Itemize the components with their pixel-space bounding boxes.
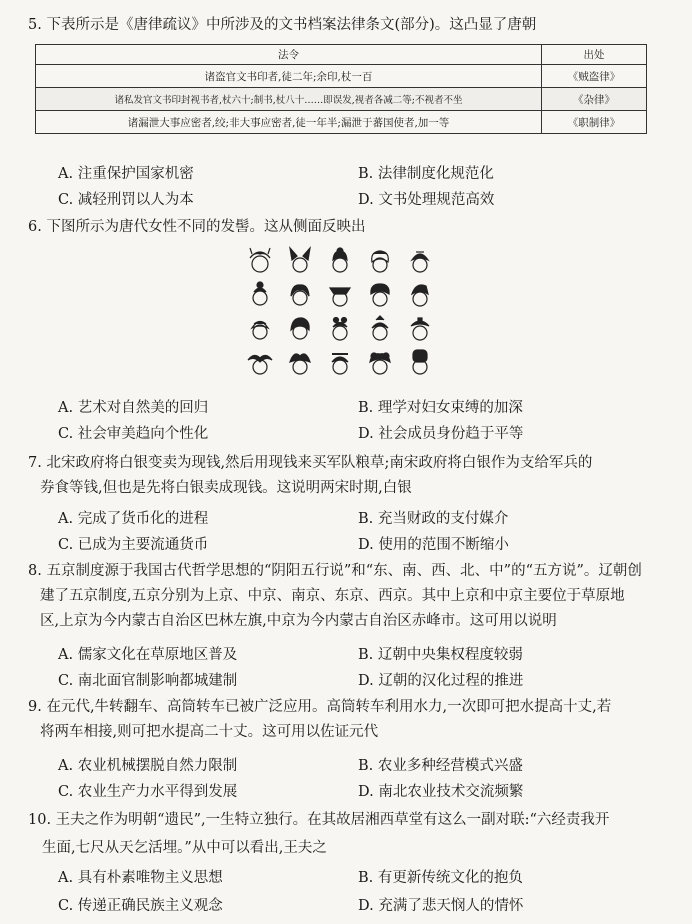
hairstyle-figure <box>252 322 268 340</box>
table-cell-source: 《贼盗律》 <box>542 65 647 88</box>
option-c[interactable]: C. 农业生产力水平得到发展 <box>58 784 238 800</box>
question-9-stem-line2: 将两车相接,则可把水提高二十丈。这可用以佐证元代 <box>40 724 379 740</box>
table-row <box>36 65 647 88</box>
hairstyle-figure <box>290 248 310 272</box>
table-header-source: 出处 <box>542 45 647 65</box>
option-c[interactable]: C. 南北面官制影响都城建制 <box>58 673 238 689</box>
hairstyle-figure <box>291 285 309 305</box>
table-cell-law: 诸盗官文书印者,徒二年;余印,杖一百 <box>36 65 542 88</box>
hairstyle-figure <box>333 318 347 341</box>
option-b[interactable]: B. 法律制度化规范化 <box>358 166 494 182</box>
question-9 <box>28 696 668 743</box>
question-10 <box>28 809 668 859</box>
question-6 <box>28 216 668 238</box>
option-d[interactable]: D. 文书处理规范高效 <box>358 192 495 208</box>
option-c[interactable]: C. 已成为主要流通货币 <box>58 537 209 553</box>
hairstyle-figure <box>330 288 350 306</box>
question-8-stem-line2: 建了五京制度,五京分别为上京、中京、南京、东京、西京。其中上京和中京主要位于草原地 <box>40 588 625 604</box>
hairstyle-figure <box>371 284 389 306</box>
option-d[interactable]: D. 充满了悲天悯人的情怀 <box>358 898 524 914</box>
table-row <box>36 88 647 111</box>
question-6-stem: 6. 下图所示为唐代女性不同的发髻。这从侧面反映出 <box>28 219 366 235</box>
option-a[interactable]: A. 儒家文化在草原地区普及 <box>58 647 238 663</box>
hairstyle-figure <box>332 354 348 374</box>
question-9-stem-line1: 9. 在元代,牛转翻车、高筒转车已被广泛应用。高筒转车利用水力,一次即可把水提高十丈,若 <box>28 699 612 715</box>
question-10-stem-line1: 10. 王夫之作为明朝“遗民”,一生特立独行。在其故居湘西草堂有这么一副对联:“六经责我开 <box>28 812 610 828</box>
option-a[interactable]: A. 农业机械摆脱自然力限制 <box>58 758 238 774</box>
question-7 <box>28 452 668 499</box>
question-8-stem-line3: 区,上京为今内蒙古自治区巴林左旗,中京为今内蒙古自治区赤峰市。这可用以说明 <box>40 613 557 629</box>
option-b[interactable]: B. 有更新传统文化的抱负 <box>358 870 523 886</box>
hairstyle-figure <box>333 248 347 272</box>
hairstyle-figure <box>411 318 429 340</box>
option-d[interactable]: D. 社会成员身份趋于平等 <box>358 426 524 442</box>
option-c[interactable]: C. 减轻刑罚以人为本 <box>58 192 194 208</box>
question-10-stem-line2: 生面,七尺从天乞活埋。”从中可以看出,王夫之 <box>42 840 327 856</box>
table-cell-source: 《杂律》 <box>542 88 647 111</box>
question-8-stem-line1: 8. 五京制度源于我国古代哲学思想的“阴阳五行说”和“东、南、西、北、中”的“五方说”。辽朝创 <box>28 563 642 579</box>
hairstyle-figure <box>291 318 309 339</box>
option-d[interactable]: D. 使用的范围不断缩小 <box>358 537 509 553</box>
option-b[interactable]: B. 辽朝中央集权程度较弱 <box>358 647 523 663</box>
option-c[interactable]: C. 传递正确民族主义观念 <box>58 898 223 914</box>
question-8 <box>28 560 668 632</box>
hairstyle-figure <box>250 248 270 272</box>
hairstyle-figure <box>412 252 428 272</box>
table-cell-source: 《职制律》 <box>542 111 647 134</box>
table-cell-law: 诸私发官文书印封视书者,杖六十;制书,杖八十……即误发,视者各减二等;不视者不坐 <box>36 88 542 111</box>
question-7-stem-line2: 券食等钱,但也是先将白银卖成现钱。这说明两宋时期,白银 <box>40 480 412 496</box>
table-row <box>36 111 647 134</box>
option-b[interactable]: B. 理学对妇女束缚的加深 <box>358 400 523 416</box>
hairstyle-figure <box>412 285 428 306</box>
hairstyle-figure <box>290 354 310 374</box>
option-a[interactable]: A. 具有朴素唯物主义思想 <box>58 870 223 886</box>
hairstyle-figure <box>253 282 267 305</box>
hairstyle-figure <box>413 350 427 374</box>
option-a[interactable]: A. 完成了货币化的进程 <box>58 511 209 527</box>
question-7-stem-line1: 7. 北宋政府将白银变卖为现钱,然后用现钱来买军队粮草;南宋政府将白银作为支给军兵的 <box>28 455 593 471</box>
option-d[interactable]: D. 辽朝的汉化过程的推进 <box>358 673 524 689</box>
question-5-stem: 5. 下表所示是《唐律疏议》中所涉及的文书档案法律条文(部分)。这凸显了唐朝 <box>28 17 537 33</box>
option-a[interactable]: A. 艺术对自然美的回归 <box>58 400 209 416</box>
hairstyle-figure <box>370 353 390 374</box>
hairstyle-illustrations <box>240 244 440 384</box>
hairstyle-figure <box>372 251 389 272</box>
hairstyle-figure <box>248 355 272 374</box>
option-b[interactable]: B. 充当财政的支付媒介 <box>358 511 509 527</box>
hairstyle-figure <box>372 316 388 340</box>
option-c[interactable]: C. 社会审美趋向个性化 <box>58 426 209 442</box>
table-header-law: 法令 <box>36 45 542 65</box>
option-b[interactable]: B. 农业多种经营模式兴盛 <box>358 758 523 774</box>
table-cell-law: 诸漏泄大事应密者,绞;非大事应密者,徒一年半;漏泄于蕃国使者,加一等 <box>36 111 542 134</box>
option-d[interactable]: D. 南北农业技术交流频繁 <box>358 784 524 800</box>
law-table <box>35 44 647 134</box>
question-5 <box>28 14 668 36</box>
option-a[interactable]: A. 注重保护国家机密 <box>58 166 194 182</box>
